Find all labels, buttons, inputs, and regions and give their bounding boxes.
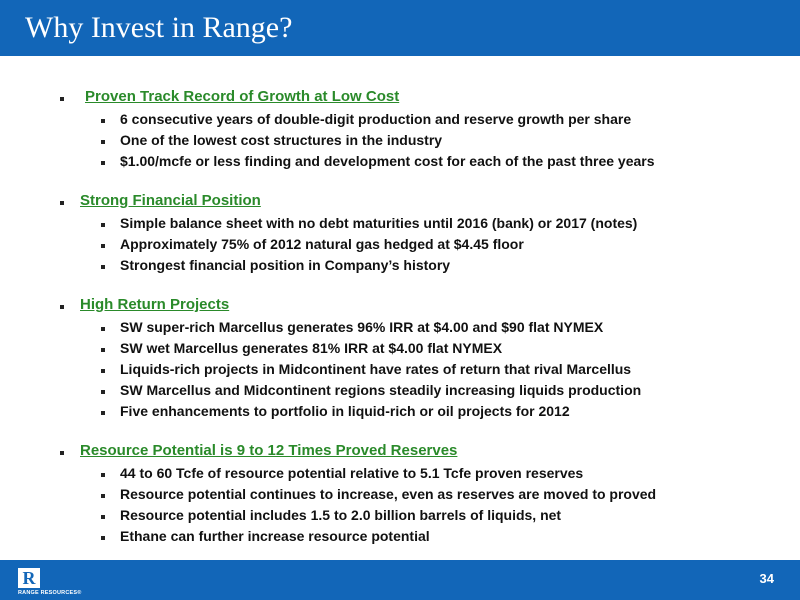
bullet-square-icon xyxy=(60,97,64,101)
slide-content xyxy=(0,88,800,567)
bullet-square-icon xyxy=(101,348,105,352)
list-item-text: Resource potential continues to increase, even as reserves are moved to proved xyxy=(120,486,657,502)
bullet-square-icon xyxy=(101,119,105,123)
section-heading: Strong Financial Position xyxy=(80,192,261,209)
bullet-square-icon xyxy=(101,369,105,373)
list-item xyxy=(0,402,800,423)
bullet-square-icon xyxy=(60,201,64,205)
range-logo-icon: R xyxy=(18,568,40,588)
bullet-square-icon xyxy=(60,451,64,455)
bullet-square-icon xyxy=(101,140,105,144)
section-resource-potential xyxy=(0,442,800,548)
bullet-square-icon xyxy=(101,515,105,519)
list-item-text: Resource potential includes 1.5 to 2.0 billion barrels of liquids, net xyxy=(120,507,562,523)
footer-bar xyxy=(0,560,800,600)
section-heading: High Return Projects xyxy=(80,296,230,313)
list-item-text: Ethane can further increase resource potential xyxy=(120,528,430,544)
list-item xyxy=(0,256,800,277)
bullet-square-icon xyxy=(101,327,105,331)
list-item-text: Approximately 75% of 2012 natural gas hedged at $4.45 floor xyxy=(120,236,524,252)
list-item-text: One of the lowest cost structures in the industry xyxy=(120,132,443,148)
section-financial-position xyxy=(0,192,800,277)
list-item xyxy=(0,506,800,527)
list-item-text: SW Marcellus and Midcontinent regions steadily increasing liquids production xyxy=(120,382,642,398)
bullet-square-icon xyxy=(101,494,105,498)
list-item xyxy=(0,214,800,235)
section-heading: Proven Track Record of Growth at Low Cost xyxy=(85,88,400,105)
list-item xyxy=(0,110,800,131)
list-item xyxy=(0,318,800,339)
bullet-square-icon xyxy=(101,473,105,477)
section-heading: Resource Potential is 9 to 12 Times Proved Reserves xyxy=(80,442,458,459)
bullet-square-icon xyxy=(101,223,105,227)
list-item xyxy=(0,235,800,256)
list-item-text: Five enhancements to portfolio in liquid-rich or oil projects for 2012 xyxy=(120,403,570,419)
list-item xyxy=(0,131,800,152)
list-item-text: SW super-rich Marcellus generates 96% IRR at $4.00 and $90 flat NYMEX xyxy=(120,319,604,335)
list-item-text: Liquids-rich projects in Midcontinent have rates of return that rival Marcellus xyxy=(120,361,632,377)
section-heading-row xyxy=(0,442,800,464)
bullet-square-icon xyxy=(101,536,105,540)
logo-text: RANGE RESOURCES® xyxy=(18,590,82,596)
list-item xyxy=(0,464,800,485)
section-heading-row xyxy=(0,296,800,318)
list-item-text: Simple balance sheet with no debt maturities until 2016 (bank) or 2017 (notes) xyxy=(120,215,638,231)
bullet-square-icon xyxy=(60,305,64,309)
slide-title: Why Invest in Range? xyxy=(25,11,293,44)
bullet-square-icon xyxy=(101,265,105,269)
list-item xyxy=(0,485,800,506)
list-item xyxy=(0,339,800,360)
section-heading-row xyxy=(0,192,800,214)
list-item-text: Strongest financial position in Company’s history xyxy=(120,257,451,273)
page-number: 34 xyxy=(759,571,774,586)
list-item-text: $1.00/mcfe or less finding and development cost for each of the past three years xyxy=(120,153,655,169)
bullet-square-icon xyxy=(101,411,105,415)
bullet-square-icon xyxy=(101,161,105,165)
list-item xyxy=(0,381,800,402)
range-resources-logo xyxy=(18,568,82,598)
section-track-record xyxy=(0,88,800,173)
list-item-text: 6 consecutive years of double-digit production and reserve growth per share xyxy=(120,111,632,127)
section-heading-row xyxy=(0,88,800,110)
title-bar xyxy=(0,0,800,56)
list-item xyxy=(0,360,800,381)
bullet-square-icon xyxy=(101,244,105,248)
section-high-return-projects xyxy=(0,296,800,423)
bullet-square-icon xyxy=(101,390,105,394)
list-item xyxy=(0,152,800,173)
list-item-text: 44 to 60 Tcfe of resource potential relative to 5.1 Tcfe proven reserves xyxy=(120,465,584,481)
list-item-text: SW wet Marcellus generates 81% IRR at $4.00 flat NYMEX xyxy=(120,340,503,356)
list-item xyxy=(0,527,800,548)
